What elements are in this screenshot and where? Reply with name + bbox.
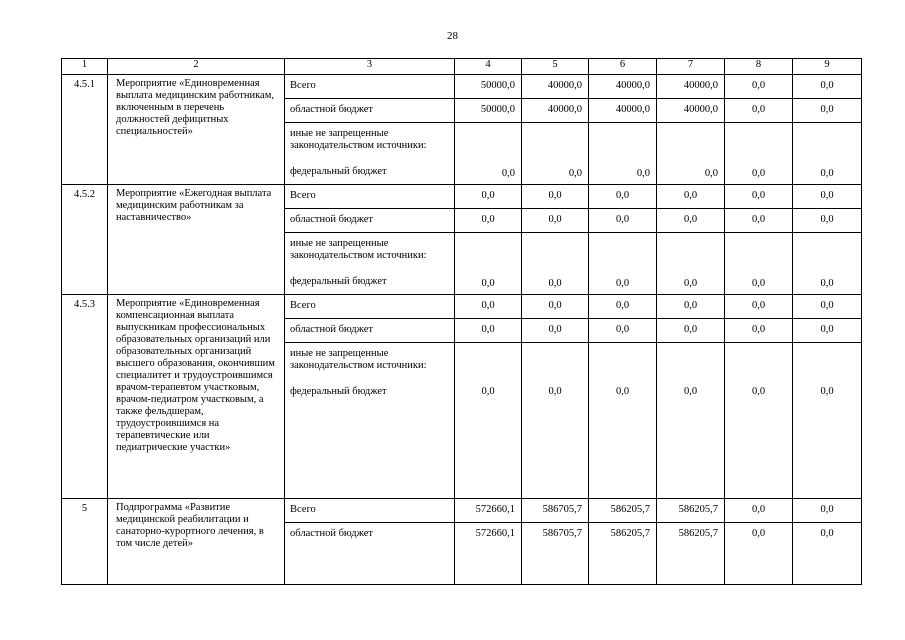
value-cell: 0,0 <box>455 123 522 185</box>
other-sources-label: иные не запрещенные законодательством источники: <box>290 348 427 371</box>
value-cell: 0,0 <box>725 99 793 123</box>
value-cell: 0,0 <box>455 209 522 233</box>
value-cell: 0,0 <box>455 185 522 209</box>
value-cell: 40000,0 <box>657 75 725 99</box>
value-cell: 0,0 <box>793 209 862 233</box>
value-cell: 586205,7 <box>589 499 657 523</box>
value-cell: 0,0 <box>455 295 522 319</box>
source-label: Всего <box>285 295 455 319</box>
value-cell: 586205,7 <box>657 523 725 585</box>
value-cell: 0,0 <box>793 319 862 343</box>
value-cell: 0,0 <box>725 123 793 185</box>
value-cell: 0,0 <box>793 75 862 99</box>
source-label <box>285 343 455 499</box>
value-cell: 0,0 <box>725 523 793 585</box>
federal-budget-label: федеральный бюджет <box>290 166 387 177</box>
source-label: областной бюджет <box>285 523 455 585</box>
header-cell: 6 <box>589 59 657 75</box>
table-row <box>62 295 862 319</box>
value-cell: 586205,7 <box>589 523 657 585</box>
other-sources-label: иные не запрещенные законодательством источники: <box>290 238 427 261</box>
value-cell: 0,0 <box>455 233 522 295</box>
source-label: областной бюджет <box>285 209 455 233</box>
value-cell: 0,0 <box>589 319 657 343</box>
value-cell: 40000,0 <box>522 99 589 123</box>
value-cell: 0,0 <box>793 99 862 123</box>
header-cell: 5 <box>522 59 589 75</box>
value-cell: 0,0 <box>657 233 725 295</box>
value-cell: 0,0 <box>522 343 589 499</box>
value-cell: 0,0 <box>522 209 589 233</box>
value-cell: 0,0 <box>657 209 725 233</box>
federal-budget-label: федеральный бюджет <box>290 386 387 397</box>
value-cell: 0,0 <box>455 343 522 499</box>
row-code: 4.5.2 <box>62 185 108 295</box>
header-cell: 3 <box>285 59 455 75</box>
source-label <box>285 233 455 295</box>
value-cell: 0,0 <box>725 343 793 499</box>
header-cell: 1 <box>62 59 108 75</box>
value-cell: 50000,0 <box>455 99 522 123</box>
value-cell: 0,0 <box>793 185 862 209</box>
value-cell: 0,0 <box>793 233 862 295</box>
federal-budget-label: федеральный бюджет <box>290 276 387 287</box>
source-label: областной бюджет <box>285 319 455 343</box>
table-row <box>62 499 862 523</box>
row-title: Подпрограмма «Развитие медицинской реабилитации и санаторно-курортного лечения, в том числе детей» <box>108 499 285 585</box>
row-title: Мероприятие «Единовременная компенсационная выплата выпускникам профессиональных образовательных организаций или образовательных организаций высшего образования, окончившим специалитет и трудоустроившимся врачом-терапевтом участковым, врачом-педиатром участковым, а также фельдшерам, трудоустроившимся на терапевтические или педиатрические участки» <box>108 295 285 499</box>
other-sources-label: иные не запрещенные законодательством источники: <box>290 128 427 151</box>
value-cell: 0,0 <box>657 343 725 499</box>
source-label: Всего <box>285 185 455 209</box>
row-code: 5 <box>62 499 108 585</box>
value-cell: 586205,7 <box>657 499 725 523</box>
value-cell: 0,0 <box>725 499 793 523</box>
value-cell: 0,0 <box>725 185 793 209</box>
value-cell: 0,0 <box>522 185 589 209</box>
value-cell: 0,0 <box>589 343 657 499</box>
row-code: 4.5.1 <box>62 75 108 185</box>
value-cell: 0,0 <box>793 295 862 319</box>
source-label: Всего <box>285 75 455 99</box>
value-cell: 0,0 <box>455 319 522 343</box>
source-label <box>285 123 455 185</box>
value-cell: 40000,0 <box>589 99 657 123</box>
row-title: Мероприятие «Единовременная выплата медицинским работникам, включенным в перечень должностей дефицитных специальностей» <box>108 75 285 185</box>
value-cell: 0,0 <box>657 295 725 319</box>
value-cell: 0,0 <box>725 295 793 319</box>
value-cell: 0,0 <box>522 319 589 343</box>
header-row <box>62 59 862 75</box>
value-cell: 50000,0 <box>455 75 522 99</box>
value-cell: 0,0 <box>793 523 862 585</box>
value-cell: 0,0 <box>522 295 589 319</box>
value-cell: 0,0 <box>793 123 862 185</box>
table-row <box>62 75 862 99</box>
value-cell: 586705,7 <box>522 523 589 585</box>
value-cell: 0,0 <box>522 233 589 295</box>
value-cell: 0,0 <box>589 123 657 185</box>
header-cell: 9 <box>793 59 862 75</box>
value-cell: 586705,7 <box>522 499 589 523</box>
value-cell: 0,0 <box>589 233 657 295</box>
row-code: 4.5.3 <box>62 295 108 499</box>
value-cell: 40000,0 <box>657 99 725 123</box>
page-number: 28 <box>447 30 458 42</box>
value-cell: 40000,0 <box>589 75 657 99</box>
value-cell: 0,0 <box>589 209 657 233</box>
value-cell: 0,0 <box>657 319 725 343</box>
value-cell: 0,0 <box>589 185 657 209</box>
value-cell: 0,0 <box>725 75 793 99</box>
value-cell: 0,0 <box>725 209 793 233</box>
value-cell: 0,0 <box>725 233 793 295</box>
value-cell: 0,0 <box>657 123 725 185</box>
value-cell: 0,0 <box>793 499 862 523</box>
header-cell: 8 <box>725 59 793 75</box>
value-cell: 0,0 <box>793 343 862 499</box>
row-title: Мероприятие «Ежегодная выплата медицинским работникам за наставничество» <box>108 185 285 295</box>
source-label: Всего <box>285 499 455 523</box>
header-cell: 2 <box>108 59 285 75</box>
header-cell: 7 <box>657 59 725 75</box>
value-cell: 572660,1 <box>455 523 522 585</box>
value-cell: 0,0 <box>725 319 793 343</box>
value-cell: 0,0 <box>589 295 657 319</box>
value-cell: 40000,0 <box>522 75 589 99</box>
header-cell: 4 <box>455 59 522 75</box>
value-cell: 0,0 <box>657 185 725 209</box>
budget-table <box>61 58 862 585</box>
table-row <box>62 185 862 209</box>
value-cell: 572660,1 <box>455 499 522 523</box>
source-label: областной бюджет <box>285 99 455 123</box>
value-cell: 0,0 <box>522 123 589 185</box>
